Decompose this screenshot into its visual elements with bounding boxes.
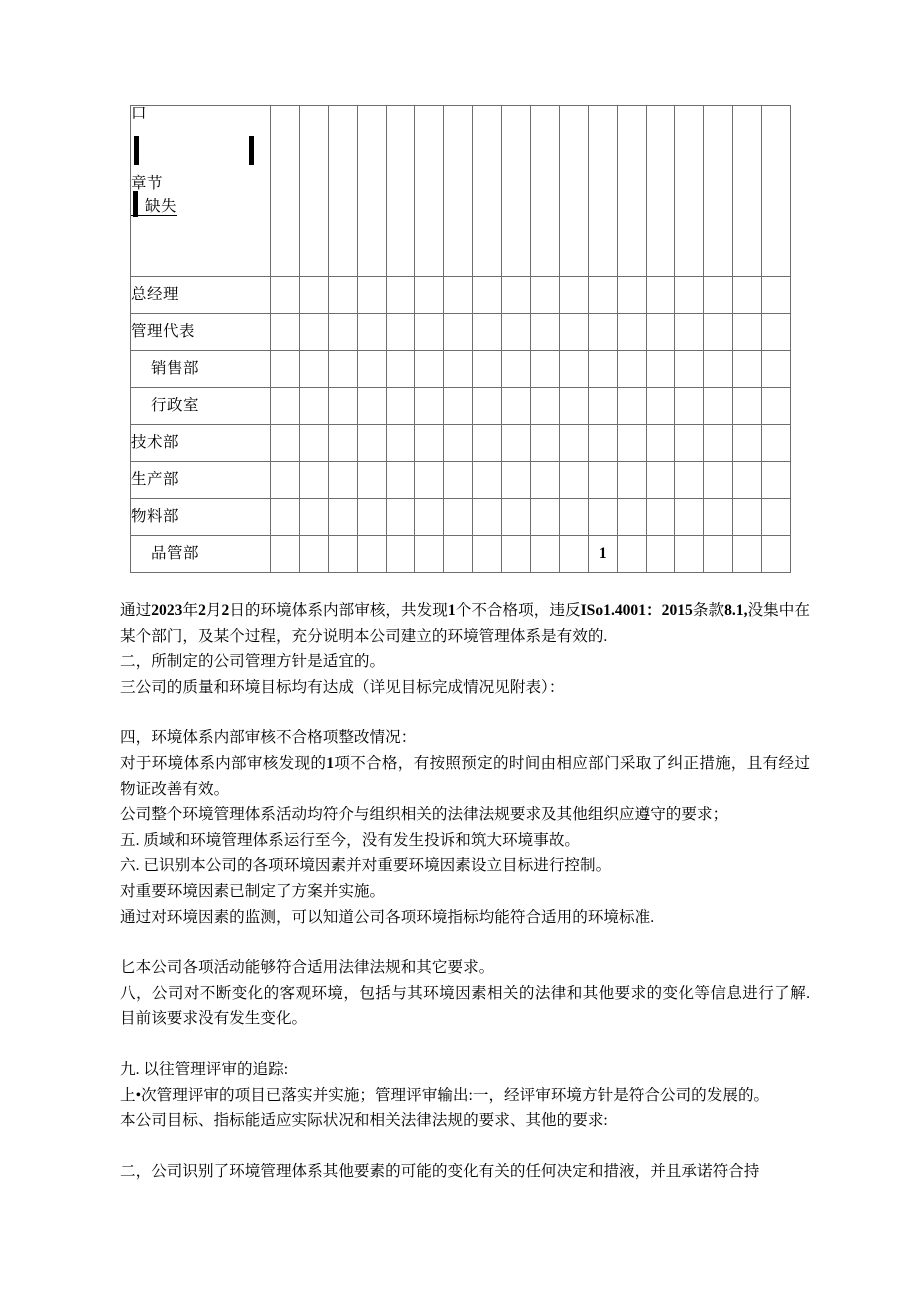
data-cell [473,462,502,499]
paragraph-legal-compliance: 公司整个环境管理体系活动均符介与组织相关的法律法规要求及其他组织应遵守的要求； [120,806,729,824]
data-cell [444,351,473,388]
data-cell [386,536,415,573]
data-cell [588,314,617,351]
data-cell [444,277,473,314]
data-cell [415,499,444,536]
data-cell [646,499,675,536]
data-cell [328,425,357,462]
header-data-cell [415,106,444,277]
data-cell [617,388,646,425]
data-cell [646,462,675,499]
heading-corrective-actions: 四，环境体系内部审核不合格项整改情况： [120,729,417,747]
data-cell [646,277,675,314]
paragraph-significant-factors-plan: 对重要环境因素已制定了方案并实施。 [120,882,386,900]
data-cell [299,462,328,499]
data-cell [588,499,617,536]
data-cell [588,462,617,499]
data-cell [502,277,531,314]
data-cell [502,314,531,351]
data-cell [271,536,300,573]
data-cell [299,351,328,388]
data-cell [617,499,646,536]
data-cell [502,425,531,462]
data-cell [271,277,300,314]
data-cell [559,351,588,388]
data-cell [328,536,357,573]
header-data-cell [502,106,531,277]
data-cell [386,277,415,314]
paragraph-policy-suitability: 二，所制定的公司管理方针是适宜的。 [120,653,386,671]
data-cell [415,536,444,573]
data-cell [473,314,502,351]
data-cell [733,388,762,425]
data-cell [444,499,473,536]
paragraph-monitoring-standards: 通过对环境因素的监测，可以知道公司各项环境指标均能符合适用的环境标准. [120,908,655,926]
data-cell [357,462,386,499]
p1-seg-d: 月 [205,602,222,619]
vertical-bar-mark-right [249,136,254,165]
data-cell [646,314,675,351]
data-cell [386,314,415,351]
report-body [120,598,810,1184]
p1-seg-e: 日的环境体系内部审核，共发现 [229,602,448,619]
data-cell [502,388,531,425]
data-cell [646,351,675,388]
data-cell [762,388,791,425]
data-cell [473,425,502,462]
paragraph-corrective-detail [120,751,810,802]
data-cell [473,536,502,573]
p1-clause: 8.1, [724,602,748,619]
data-cell [762,277,791,314]
header-data-cell [762,106,791,277]
header-data-cell [386,106,415,277]
data-cell [675,351,704,388]
data-cell [762,499,791,536]
data-cell [559,425,588,462]
data-cell [704,388,733,425]
vertical-bar-mark-missing [133,191,138,217]
data-cell [733,462,762,499]
data-cell [473,388,502,425]
table-row [131,425,791,462]
data-cell [617,351,646,388]
data-cell [559,499,588,536]
paragraph-other-elements-changes: 二，公司识别了环境管理体系其他要素的可能的变化有关的任何决定和措液，并且承诺符合持 [120,1162,760,1180]
data-cell [415,462,444,499]
row-label-admin-office: 行政室 [131,388,271,425]
data-cell [531,462,560,499]
header-data-cell [531,106,560,277]
data-cell [675,277,704,314]
header-data-cell [675,106,704,277]
data-cell [473,499,502,536]
heading-previous-review-tracking: 九. 以往管理评审的追踪: [120,1060,289,1078]
data-cell [357,425,386,462]
data-cell [559,536,588,573]
data-cell [444,314,473,351]
row-label-general-manager: 总经理 [131,277,271,314]
data-cell [704,536,733,573]
table-header-row [131,106,791,277]
data-cell-nonconformity-count: 1 [588,536,617,573]
data-cell [675,425,704,462]
data-cell [646,388,675,425]
header-data-cell [328,106,357,277]
data-cell [733,536,762,573]
p1-count: 1 [447,602,456,619]
data-cell [299,314,328,351]
data-cell [675,388,704,425]
data-cell [704,277,733,314]
data-cell [444,462,473,499]
paragraph-env-factors-identified: 六. 已识别本公司的各项环境因素并对重要环境因素设立目标进行控制。 [120,857,612,875]
paragraph-objectives-achieved: 三公司的质量和环境目标均有达成（详见目标完成情况见附表）： [120,678,565,696]
data-cell [588,351,617,388]
data-cell [646,536,675,573]
data-cell [762,425,791,462]
data-cell [675,314,704,351]
data-cell [588,388,617,425]
row-label-production-dept: 生产部 [131,462,271,499]
data-cell [617,462,646,499]
data-cell [733,425,762,462]
table-row [131,499,791,536]
data-cell [271,499,300,536]
data-cell [357,499,386,536]
data-cell [531,388,560,425]
header-missing-label: 缺失 [145,198,178,215]
p1-day: 2 [221,602,230,619]
data-cell [617,425,646,462]
table-row [131,351,791,388]
header-missing-row [131,199,270,216]
data-cell [415,314,444,351]
data-cell [559,388,588,425]
table-row [131,277,791,314]
data-cell [704,499,733,536]
paragraph-previous-review-output: 上•次管理评审的项目已落实并实施；管理评审输出:一，经评审环境方针是符合公司的发展的。 [120,1086,770,1104]
p4-seg-a: 对于环境体系内部审核发现的 [120,754,327,772]
data-cell [415,277,444,314]
data-cell [531,536,560,573]
data-cell [704,462,733,499]
header-data-cell [473,106,502,277]
header-data-cell [617,106,646,277]
data-cell [588,425,617,462]
p1-seg-a: 通过 [120,602,152,619]
table-row [131,536,791,573]
data-cell [733,277,762,314]
data-cell [328,351,357,388]
table-header-corner-cell [131,106,271,277]
paragraph-audit-summary [120,598,810,649]
header-data-cell [646,106,675,277]
header-chapter-label: 章节 [131,174,164,192]
nonconformity-distribution-table-wrapper [130,105,790,573]
data-cell [531,314,560,351]
data-cell [502,499,531,536]
p1-seg-g: 条款 [692,602,725,619]
table-row [131,462,791,499]
data-cell [271,351,300,388]
header-data-cell [271,106,300,277]
data-cell [357,351,386,388]
row-label-quality-control-dept: 品管部 [131,536,271,573]
p1-seg-f: 个不合格项，违反 [455,602,581,619]
data-cell [733,351,762,388]
header-data-cell [559,106,588,277]
data-cell [588,277,617,314]
p4-count: 1 [326,754,335,772]
data-cell [704,425,733,462]
data-cell [299,425,328,462]
data-cell [559,277,588,314]
data-cell [559,314,588,351]
data-cell [328,499,357,536]
data-cell [502,462,531,499]
data-cell [328,388,357,425]
data-cell [762,351,791,388]
data-cell [328,462,357,499]
data-cell [617,536,646,573]
header-data-cell [733,106,762,277]
data-cell [386,351,415,388]
data-cell [299,388,328,425]
data-cell [675,536,704,573]
data-cell [271,425,300,462]
data-cell [328,277,357,314]
data-cell [357,388,386,425]
data-cell [415,388,444,425]
data-cell [473,351,502,388]
data-cell [704,351,733,388]
data-cell [271,388,300,425]
vertical-bar-mark-left [134,136,139,165]
data-cell [357,536,386,573]
data-cell [357,314,386,351]
data-cell [502,351,531,388]
p1-year: 2023 [151,602,183,619]
header-missing-wrap [131,199,177,216]
data-cell [733,499,762,536]
data-cell [299,277,328,314]
p1-seg-c: 年 [182,602,199,619]
table-row [131,314,791,351]
data-cell [444,425,473,462]
row-label-management-representative: 管理代表 [131,314,271,351]
data-cell [271,462,300,499]
data-cell [415,425,444,462]
row-label-sales-dept: 销售部 [131,351,271,388]
header-bar-row [131,136,270,166]
paragraph-targets-adapt: 本公司目标、指标能适应实际状况和相关法律法规的要求、其他的要求: [120,1112,608,1130]
row-label-materials-dept: 物料部 [131,499,271,536]
header-data-cell [299,106,328,277]
data-cell [502,536,531,573]
data-cell [704,314,733,351]
data-cell [675,499,704,536]
data-cell [357,277,386,314]
data-cell [733,314,762,351]
p1-seg-tail: 没集中在某个部门，及某个过程，充分说明本公司建立的环境管理体系是有效的. [120,602,810,645]
paragraph-changing-environment: 八，公司对不断变化的客观环境，包括与其环境因素相关的法律和其他要求的变化等信息进行了解. 目前该要求没有发生变化。 [120,984,810,1028]
p4-seg-c: 项不合格，有按照预定的时间由相应部门采取了纠正措施，且有经过物证改善有效。 [120,754,810,798]
data-cell [415,351,444,388]
data-cell [531,499,560,536]
data-cell [386,462,415,499]
header-data-cell [704,106,733,277]
p1-month: 2 [198,602,206,619]
data-cell [386,499,415,536]
p1-standard: ISo1.4001：2015 [580,602,693,619]
header-data-cell [588,106,617,277]
data-cell [386,388,415,425]
paragraph-activities-comply: 匕本公司各项活动能够符合适用法律法规和其它要求。 [120,959,495,977]
data-cell [617,314,646,351]
data-cell [299,499,328,536]
data-cell [617,277,646,314]
data-cell [328,314,357,351]
data-cell [675,462,704,499]
table-row [131,388,791,425]
data-cell [386,425,415,462]
data-cell [531,351,560,388]
data-cell [559,462,588,499]
data-cell [531,277,560,314]
row-label-technology-dept: 技术部 [131,425,271,462]
data-cell [444,536,473,573]
header-data-cell [357,106,386,277]
data-cell [271,314,300,351]
data-cell [531,425,560,462]
header-data-cell [444,106,473,277]
data-cell [444,388,473,425]
data-cell [762,314,791,351]
header-box-glyph: 口 [131,105,148,122]
data-cell [473,277,502,314]
data-cell [762,536,791,573]
nonconformity-distribution-table [130,105,791,573]
data-cell [762,462,791,499]
data-cell [646,425,675,462]
paragraph-no-complaints: 五. 质域和环境管理体系运行至今，没有发生投诉和筑大环境事故。 [120,831,581,849]
data-cell [299,536,328,573]
